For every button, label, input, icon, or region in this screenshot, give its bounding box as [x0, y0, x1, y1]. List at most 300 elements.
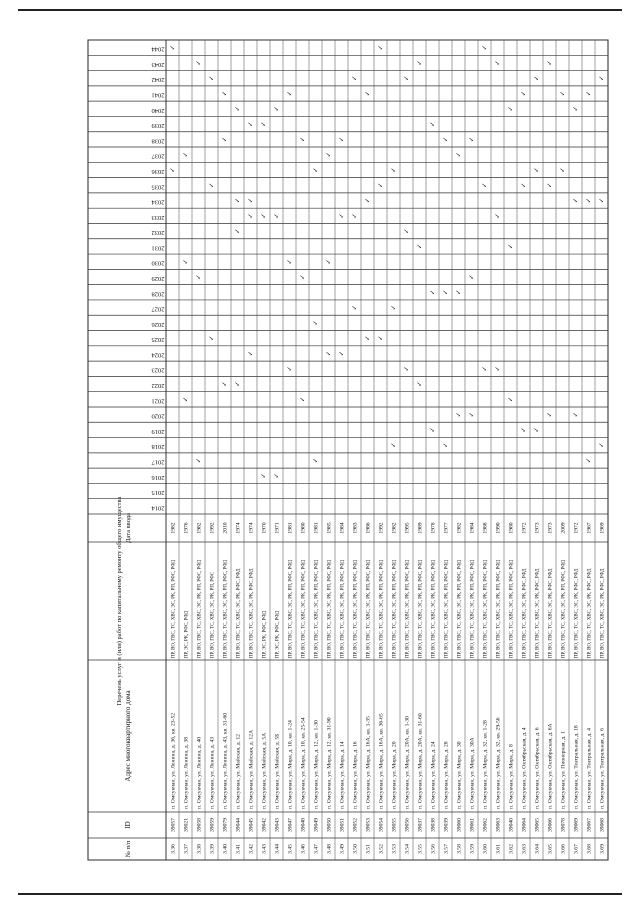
row-address-cell: п. Омсукчан, ул. Мира, д. 30А — [469, 737, 476, 809]
plan-check-mark: ✓ — [429, 121, 437, 127]
row-works-cell: ПР, ВО, ГВС, ТС, ХВС, ЭС, РК, РФС, РФД — [574, 568, 580, 658]
plan-check-mark: ✓ — [468, 411, 476, 418]
row-id-cell: 39042 — [261, 818, 268, 832]
row-works-cell: ПР, ВО, ГВС, ТС, ХВС, ЭС, РК, РФС, РФД — [522, 568, 528, 658]
row-year-cell: 1972 — [521, 522, 528, 534]
row-number-cell: 3.47 — [313, 844, 320, 854]
row-works-cell: ПР, ВО, ГВС, ТС, ХВС, ЭС, РК, РП, РФС, РФД — [301, 560, 307, 658]
year-header: Дата ввода — [125, 513, 132, 543]
plan-check-mark: ✓ — [351, 75, 359, 81]
plan-check-mark: ✓ — [351, 304, 359, 311]
plan-year-header: 2041 — [151, 91, 165, 99]
plan-check-mark: ✓ — [533, 75, 541, 81]
row-id-cell: 39055 — [391, 818, 398, 832]
plan-check-mark: ✓ — [364, 90, 372, 97]
plan-check-mark: ✓ — [260, 121, 268, 127]
row-number-cell: 3.57 — [443, 844, 450, 854]
row-works-cell: ПР, ВО, ГВС, ТС, ХВС, ЭС, РК, РП, РФС, РФД — [314, 560, 320, 658]
plan-check-mark: ✓ — [598, 197, 606, 204]
row-year-cell: 1969 — [599, 522, 606, 534]
plan-check-mark: ✓ — [299, 136, 307, 143]
row-number-cell: 3.38 — [196, 844, 203, 854]
row-address-cell: п. Омсукчан, ул. Майская, д. 5Б — [274, 733, 281, 809]
plan-check-mark: ✓ — [247, 350, 255, 357]
row-address-cell: п. Омсукчан, ул. Мира, д. 24 — [430, 741, 437, 809]
plan-year-header: 2031 — [151, 244, 165, 252]
plan-check-mark: ✓ — [481, 366, 489, 372]
row-works-cell: ПР, ВО, ГВС, ТС, ХВС, ЭС, РК, РП, РФС, РФД — [509, 560, 515, 658]
plan-check-mark: ✓ — [247, 213, 255, 219]
plan-check-mark: ✓ — [351, 213, 359, 219]
plan-check-mark: ✓ — [260, 213, 268, 219]
row-number-cell: 3.36 — [170, 844, 177, 854]
row-year-cell: 1984 — [339, 522, 346, 534]
row-id-cell: 39051 — [339, 818, 346, 832]
plan-year-header: 2036 — [151, 167, 165, 175]
works-header: Перечень услуг и (или) работ по капитальному ремонту общего имущества — [116, 496, 123, 706]
row-year-cell: 1981 — [287, 522, 294, 534]
plan-check-mark: ✓ — [234, 106, 242, 112]
plan-year-header: 2025 — [151, 336, 165, 344]
row-number-cell: 3.46 — [300, 844, 307, 854]
row-id-cell: 39067 — [586, 818, 593, 832]
plan-check-mark: ✓ — [520, 90, 528, 97]
row-number-cell: 3.63 — [521, 844, 528, 854]
row-works-cell: ПР, ВО, ГВС, ТС, ХВС, ЭС, РК, РП, РФС, РФД — [288, 560, 294, 658]
row-works-cell: ПР, ВО, ГВС, ТС, ХВС, ЭС, РК, РП, РФС, РФД — [470, 560, 476, 658]
row-number-cell: 3.49 — [339, 844, 346, 854]
plan-check-mark: ✓ — [325, 350, 333, 357]
row-number-cell: 3.69 — [599, 844, 606, 854]
row-address-cell: п. Омсукчан, ул. Мира, д. 20 — [391, 741, 398, 809]
plan-year-header: 2042 — [151, 76, 165, 84]
row-id-cell: 39052 — [352, 818, 359, 832]
plan-check-mark: ✓ — [299, 396, 307, 403]
plan-check-mark: ✓ — [546, 182, 554, 188]
row-year-cell: 1983 — [352, 522, 359, 534]
plan-check-mark: ✓ — [507, 243, 515, 250]
plan-check-mark: ✓ — [520, 427, 528, 433]
id-header: ID — [124, 821, 132, 829]
plan-check-mark: ✓ — [286, 90, 294, 97]
row-id-cell: 39063 — [495, 818, 502, 832]
row-id-cell: 39064 — [521, 818, 528, 832]
plan-check-mark: ✓ — [286, 258, 294, 265]
row-address-cell: п. Омсукчан, ул. Мира, д. 30 — [456, 741, 463, 809]
plan-year-header: 2033 — [151, 213, 165, 221]
row-address-cell: п. Омсукчан, ул. Октябрьская, д. 6А — [547, 723, 554, 809]
plan-check-mark: ✓ — [338, 350, 346, 357]
plan-check-mark: ✓ — [377, 182, 385, 188]
plan-check-mark: ✓ — [390, 167, 398, 173]
row-number-cell: 3.54 — [404, 844, 411, 854]
plan-check-mark: ✓ — [182, 258, 190, 265]
plan-check-mark: ✓ — [585, 90, 593, 97]
plan-year-header: 2040 — [151, 106, 165, 114]
row-number-cell: 3.55 — [417, 844, 424, 854]
row-id-cell: 39037 — [417, 818, 424, 832]
row-works-cell: ПР, ВО, ГВС, ТС, ХВС, ЭС, РК, РП, РФС, РФД — [379, 560, 385, 658]
plan-check-mark: ✓ — [494, 366, 502, 372]
plan-check-mark: ✓ — [520, 182, 528, 188]
row-number-cell: 3.56 — [430, 844, 437, 854]
row-address-cell: п. Омсукчан, ул. Мира, д. 16А, кв. 1-35 — [365, 716, 372, 809]
plan-check-mark: ✓ — [195, 457, 203, 464]
plan-check-mark: ✓ — [273, 213, 281, 219]
row-year-cell: 1981 — [313, 522, 320, 534]
plan-year-header: 2017 — [151, 458, 165, 466]
plan-check-mark: ✓ — [312, 167, 320, 173]
row-works-cell: ПР, ВО, ГВС, ТС, ХВС, ЭС, РК, РП, РФС, РФД — [561, 560, 567, 658]
plan-year-header: 2026 — [151, 320, 165, 328]
row-works-cell: ПР, ВО, ГВС, ТС, ХВС, ЭС, РК, РФС, РФД — [236, 568, 242, 658]
plan-check-mark: ✓ — [429, 427, 437, 433]
row-id-cell: 39056 — [404, 818, 411, 832]
row-id-cell: 39057 — [170, 818, 177, 832]
row-address-cell: п. Омсукчан, ул. Пионерная, д. 1 — [560, 731, 567, 809]
row-id-cell: 39058 — [196, 818, 203, 832]
row-year-cell: 1974 — [235, 522, 242, 534]
row-number-cell: 3.37 — [183, 844, 190, 854]
row-id-cell: 39040 — [508, 818, 515, 832]
plan-check-mark: ✓ — [481, 44, 489, 51]
plan-check-mark: ✓ — [416, 60, 424, 66]
plan-check-mark: ✓ — [273, 473, 281, 479]
row-works-cell: ПР, ВО, ГВС, ТС, ХВС, ЭС, РК, РП, РФС, РФД — [327, 560, 333, 658]
row-year-cell: 1977 — [443, 522, 450, 534]
row-works-cell: ПР, ВО, ГВС, ТС, ХВС, ЭС, РК, РФС, РФД — [587, 568, 593, 658]
plan-check-mark: ✓ — [195, 60, 203, 66]
row-year-cell: 1970 — [261, 522, 268, 534]
row-address-cell: п. Омсукчан, ул. Мира, д. 12, кв. 1-30 — [313, 720, 320, 809]
plan-year-header: 2034 — [151, 198, 165, 206]
row-year-cell: 1995 — [404, 522, 411, 534]
plan-check-mark: ✓ — [234, 228, 242, 234]
plan-check-mark: ✓ — [364, 197, 372, 204]
row-year-cell: 1973 — [534, 522, 541, 534]
row-id-cell: 39044 — [235, 818, 242, 832]
row-id-cell: 39079 — [222, 818, 229, 832]
plan-year-header: 2035 — [151, 183, 165, 191]
row-year-cell: 1980 — [300, 522, 307, 534]
plan-check-mark: ✓ — [533, 427, 541, 433]
row-number-cell: 3.45 — [287, 844, 294, 854]
plan-year-header: 2021 — [151, 397, 165, 405]
row-address-cell: п. Омсукчан, ул. Мира, д. 32, кв. 1-28 — [482, 720, 489, 809]
row-id-cell: 39047 — [287, 818, 294, 832]
row-id-cell: 39054 — [378, 818, 385, 832]
row-works-cell: ПР, ЭС, РК, РФС, РФД — [184, 610, 190, 658]
row-year-cell: 1992 — [209, 522, 216, 534]
rotated-table — [88, 40, 608, 860]
row-number-cell: 3.40 — [222, 844, 229, 854]
row-works-cell: ПР, ВО, ГВС, ТС, ХВС, ЭС, РК, РФС, РФД — [600, 568, 606, 658]
row-address-cell: п. Омсукчан, ул. Мира, д. 10, кв. 25-54 — [300, 717, 307, 809]
plan-year-header: 2015 — [151, 489, 165, 497]
plan-check-mark: ✓ — [403, 75, 411, 81]
plan-year-header: 2038 — [151, 137, 165, 145]
row-number-cell: 3.50 — [352, 844, 359, 854]
row-year-cell: 1992 — [378, 522, 385, 534]
plan-check-mark: ✓ — [572, 197, 580, 204]
plan-check-mark: ✓ — [338, 136, 346, 143]
row-address-cell: п. Омсукчан, ул. Октябрьская, д. 4 — [521, 727, 528, 809]
plan-check-mark: ✓ — [221, 381, 229, 387]
plan-check-mark: ✓ — [442, 442, 450, 448]
plan-year-header: 2032 — [151, 229, 165, 237]
row-id-cell: 39039 — [443, 818, 450, 832]
row-address-cell: п. Омсукчан, ул. Ленина, д. 43, кв. 31-60 — [222, 712, 229, 809]
plan-check-mark: ✓ — [260, 473, 268, 479]
plan-check-mark: ✓ — [507, 396, 515, 403]
plan-check-mark: ✓ — [403, 366, 411, 372]
plan-check-mark: ✓ — [416, 381, 424, 387]
row-year-cell: 1982 — [170, 522, 177, 534]
row-address-cell: п. Омсукчан, ул. Мира, д. 20А, кв. 31-60 — [417, 713, 424, 809]
row-year-cell: 1989 — [417, 522, 424, 534]
plan-year-header: 2022 — [151, 382, 165, 390]
row-works-cell: ПР, ЭС, РК, РФС, РФД — [262, 610, 268, 658]
row-address-cell: п. Омсукчан, ул. Мира, д. 12, кв. 31-90 — [326, 717, 333, 809]
plan-check-mark: ✓ — [572, 411, 580, 418]
row-works-cell: ПР, ВО, ГВС, ТС, ХВС, ЭС, РК, РП, РФС, РФД — [366, 560, 372, 658]
row-number-cell: 3.41 — [235, 844, 242, 854]
plan-check-mark: ✓ — [195, 274, 203, 280]
plan-check-mark: ✓ — [377, 44, 385, 51]
row-works-cell: ПР, ВО, ГВС, ТС, ХВС, ЭС, РК, РФС, РФД — [535, 568, 541, 658]
plan-check-mark: ✓ — [481, 182, 489, 188]
plan-check-mark: ✓ — [429, 289, 437, 296]
plan-check-mark: ✓ — [559, 90, 567, 97]
row-year-cell: 1974 — [248, 522, 255, 534]
plan-check-mark: ✓ — [286, 366, 294, 372]
plan-check-mark: ✓ — [598, 75, 606, 81]
row-year-cell: 1978 — [430, 522, 437, 534]
row-number-cell: 3.53 — [391, 844, 398, 854]
row-number-cell: 3.65 — [547, 844, 554, 854]
plan-year-header: 2018 — [151, 443, 165, 451]
row-id-cell: 39021 — [183, 818, 190, 832]
row-year-cell: 1973 — [547, 522, 554, 534]
plan-check-mark: ✓ — [299, 274, 307, 280]
plan-check-mark: ✓ — [546, 60, 554, 66]
plan-check-mark: ✓ — [325, 151, 333, 158]
row-works-cell: ПР, ВО, ГВС, ТС, ХВС, ЭС, РК, РП, РФС, РФД — [405, 560, 411, 658]
row-id-cell: 39049 — [313, 818, 320, 832]
row-number-cell: 3.44 — [274, 844, 281, 854]
row-id-cell: 39053 — [365, 818, 372, 832]
plan-check-mark: ✓ — [559, 167, 567, 173]
plan-check-mark: ✓ — [364, 335, 372, 341]
row-number-cell: 3.39 — [209, 844, 216, 854]
row-number-cell: 3.48 — [326, 844, 333, 854]
plan-check-mark: ✓ — [273, 106, 281, 112]
row-works-cell: ПР, ВО, ГВС, ТС, ХВС, ЭС, РК, РП, РФС, РФД — [340, 560, 346, 658]
row-address-cell: п. Омсукчан, ул. Мира, д. 16А, кв. 36-65 — [378, 713, 385, 809]
row-number-cell: 3.58 — [456, 844, 463, 854]
plan-check-mark: ✓ — [494, 213, 502, 219]
plan-year-header: 2014 — [151, 504, 165, 512]
row-id-cell: 39043 — [274, 818, 281, 832]
plan-check-mark: ✓ — [546, 411, 554, 418]
row-works-cell: ПР, ВО, ГВС, ТС, ХВС, ЭС, РК, РП, РФС, РФД — [171, 560, 177, 658]
row-number-cell: 3.60 — [482, 844, 489, 854]
plan-check-mark: ✓ — [234, 381, 242, 387]
row-id-cell: 39050 — [326, 818, 333, 832]
plan-year-header: 2044 — [151, 45, 165, 53]
row-number-cell: 3.51 — [365, 844, 372, 854]
plan-check-mark: ✓ — [338, 213, 346, 219]
plan-year-header: 2024 — [151, 351, 165, 359]
row-year-cell: 2009 — [560, 522, 567, 534]
row-id-cell: 39061 — [469, 818, 476, 832]
row-id-cell: 39062 — [482, 818, 489, 832]
row-number-cell: 3.52 — [378, 844, 385, 854]
row-works-cell: ПР, ВО, ГВС, ТС, ХВС, ЭС, РК, РП, РФС, РФД — [353, 560, 359, 658]
row-address-cell: п. Омсукчан, ул. Майская, д. 12 — [235, 734, 242, 809]
plan-check-mark: ✓ — [182, 151, 190, 158]
row-id-cell: 39078 — [560, 818, 567, 832]
num-header: № п/п — [125, 840, 132, 858]
plan-check-mark: ✓ — [455, 289, 463, 296]
plan-check-mark: ✓ — [442, 136, 450, 143]
row-number-cell: 3.64 — [534, 844, 541, 854]
row-address-cell: п. Омсукчан, ул. Ленина, д. 38 — [183, 736, 190, 809]
row-works-cell: ПР, ВО, ГВС, ТС, ХВС, ЭС, РК, РП, РФС, РФД — [444, 560, 450, 658]
row-year-cell: 1980 — [508, 522, 515, 534]
plan-check-mark: ✓ — [455, 411, 463, 418]
plan-year-header: 2020 — [151, 412, 165, 420]
plan-year-header: 2029 — [151, 275, 165, 282]
address-header: Адрес многоквартирного дома — [124, 690, 132, 782]
plan-check-mark: ✓ — [468, 136, 476, 143]
row-works-cell: ПР, ВО, ГВС, ТС, ХВС, ЭС, РК, РП, РФС — [210, 571, 216, 658]
plan-check-mark: ✓ — [455, 151, 463, 158]
row-address-cell: п. Омсукчан, ул. Мира, д. 28 — [443, 741, 450, 809]
row-year-cell: 1972 — [573, 522, 580, 534]
row-id-cell: 39065 — [534, 818, 541, 832]
row-works-cell: ПР, ВО, ГВС, ТС, ХВС, ЭС, РК, РП, РФС, РФД — [457, 560, 463, 658]
plan-check-mark: ✓ — [585, 457, 593, 464]
plan-year-header: 2023 — [151, 366, 165, 374]
row-address-cell: п. Омсукчан, ул. Октябрьская, д. 6 — [534, 727, 541, 809]
plan-check-mark: ✓ — [572, 106, 580, 112]
row-address-cell: п. Омсукчан, ул. Мира, д. 16 — [352, 741, 359, 809]
plan-check-mark: ✓ — [312, 320, 320, 326]
plan-year-header: 2019 — [151, 427, 165, 435]
plan-check-mark: ✓ — [416, 243, 424, 250]
row-number-cell: 3.62 — [508, 844, 515, 854]
row-address-cell: п. Омсукчан, ул. Майская, д. 5А — [261, 732, 268, 809]
row-address-cell: п. Омсукчан, ул. Театральная, д. 6 — [599, 728, 606, 809]
row-id-cell: 39066 — [547, 818, 554, 832]
row-works-cell: ПР, ВО, ГВС, ТС, ХВС, ЭС, РК, РП, РФС, РФД — [197, 560, 203, 658]
plan-check-mark: ✓ — [182, 396, 190, 403]
row-works-cell: ПР, ВО, ГВС, ТС, ХВС, ЭС, РК, РФС, РФД — [548, 568, 554, 658]
row-works-cell: ПР, ВО, ГВС, ТС, ХВС, ЭС, РК, РП, РФС, РФД — [223, 560, 229, 658]
row-year-cell: 1984 — [469, 522, 476, 534]
row-works-cell: ПР, ВО, ГВС, ТС, ХВС, ЭС, РК, РП, РФС, РФД — [496, 560, 502, 658]
plan-check-mark: ✓ — [468, 274, 476, 280]
row-year-cell: 2010 — [222, 522, 229, 534]
plan-year-header: 2030 — [151, 259, 165, 267]
plan-check-mark: ✓ — [247, 197, 255, 204]
row-number-cell: 3.61 — [495, 844, 502, 854]
row-address-cell: п. Омсукчан, ул. Ленина, д. 36, кв. 23-52 — [170, 712, 177, 809]
row-id-cell: 39045 — [248, 818, 255, 832]
row-address-cell: п. Омсукчан, ул. Майская, д. 12А — [248, 730, 255, 809]
plan-check-mark: ✓ — [208, 335, 216, 341]
plan-check-mark: ✓ — [169, 44, 177, 51]
plan-check-mark: ✓ — [208, 75, 216, 81]
row-id-cell: 39048 — [300, 818, 307, 832]
row-works-cell: ПР, ВО, ГВС, ТС, ХВС, ЭС, РК, РП, РФС, РФД — [483, 560, 489, 658]
plan-check-mark: ✓ — [247, 121, 255, 127]
row-address-cell: п. Омсукчан, ул. Мира, д. 8 — [508, 744, 515, 809]
row-works-cell: ПР, ВО, ГВС, ТС, ХВС, ЭС, РК, РП, РФС, РФД — [418, 560, 424, 658]
plan-check-mark: ✓ — [494, 60, 502, 66]
row-year-cell: 1990 — [495, 522, 502, 534]
plan-check-mark: ✓ — [221, 90, 229, 97]
plan-check-mark: ✓ — [234, 197, 242, 204]
row-address-cell: п. Омсукчан, ул. Мира, д. 14 — [339, 741, 346, 809]
row-year-cell: 1967 — [586, 522, 593, 534]
row-year-cell: 1971 — [274, 522, 281, 534]
plan-check-mark: ✓ — [169, 167, 177, 173]
plan-check-mark: ✓ — [221, 136, 229, 143]
row-number-cell: 3.59 — [469, 844, 476, 854]
plan-check-mark: ✓ — [208, 182, 216, 188]
plan-year-header: 2039 — [151, 122, 165, 130]
row-address-cell: п. Омсукчан, ул. Театральная, д. 18 — [573, 725, 580, 809]
plan-check-mark: ✓ — [377, 335, 385, 341]
row-address-cell: п. Омсукчан, ул. Мира, д. 20А, кв. 1-30 — [404, 716, 411, 809]
row-number-cell: 3.68 — [586, 844, 593, 854]
plan-check-mark: ✓ — [312, 457, 320, 464]
row-id-cell: 39060 — [456, 818, 463, 832]
row-number-cell: 3.66 — [560, 844, 567, 854]
row-address-cell: п. Омсукчан, ул. Мира, д. 10, кв. 1-24 — [287, 720, 294, 809]
row-address-cell: п. Омсукчан, ул. Мира, д. 32, кв. 29-56 — [495, 717, 502, 809]
row-year-cell: 1982 — [391, 522, 398, 534]
row-number-cell: 3.43 — [261, 844, 268, 854]
plan-year-header: 2037 — [151, 152, 165, 160]
row-id-cell: 39038 — [430, 818, 437, 832]
row-year-cell: 1976 — [183, 522, 190, 534]
plan-year-header: 2043 — [151, 60, 165, 68]
plan-check-mark: ✓ — [442, 289, 450, 296]
row-year-cell: 1985 — [326, 522, 333, 534]
plan-check-mark: ✓ — [585, 197, 593, 204]
row-works-cell: ПР, ВО, ГВС, ТС, ХВС, ЭС, РК, РП, РФС, РФД — [431, 560, 437, 658]
plan-year-header: 2016 — [151, 473, 165, 481]
row-id-cell: 39068 — [599, 818, 606, 832]
row-year-cell: 1986 — [365, 522, 372, 534]
plan-check-mark: ✓ — [390, 304, 398, 311]
row-works-cell: ПР, ВО, ГВС, ТС, ХВС, ЭС, РК, РФС, РФД — [249, 568, 255, 658]
row-address-cell: п. Омсукчан, ул. Ленина, д. 43 — [209, 736, 216, 809]
row-works-cell: ПР, ВО, ГВС, ТС, ХВС, ЭС, РК, РП, РФС, РФД — [392, 560, 398, 658]
row-year-cell: 1988 — [482, 522, 489, 534]
plan-year-header: 2027 — [151, 305, 165, 313]
row-number-cell: 3.67 — [573, 844, 580, 854]
plan-check-mark: ✓ — [533, 167, 541, 173]
row-id-cell: 39059 — [209, 818, 216, 832]
row-year-cell: 1982 — [196, 522, 203, 534]
plan-check-mark: ✓ — [390, 442, 398, 448]
row-address-cell: п. Омсукчан, ул. Театральная, д. 4 — [586, 728, 593, 809]
plan-check-mark: ✓ — [325, 258, 333, 265]
